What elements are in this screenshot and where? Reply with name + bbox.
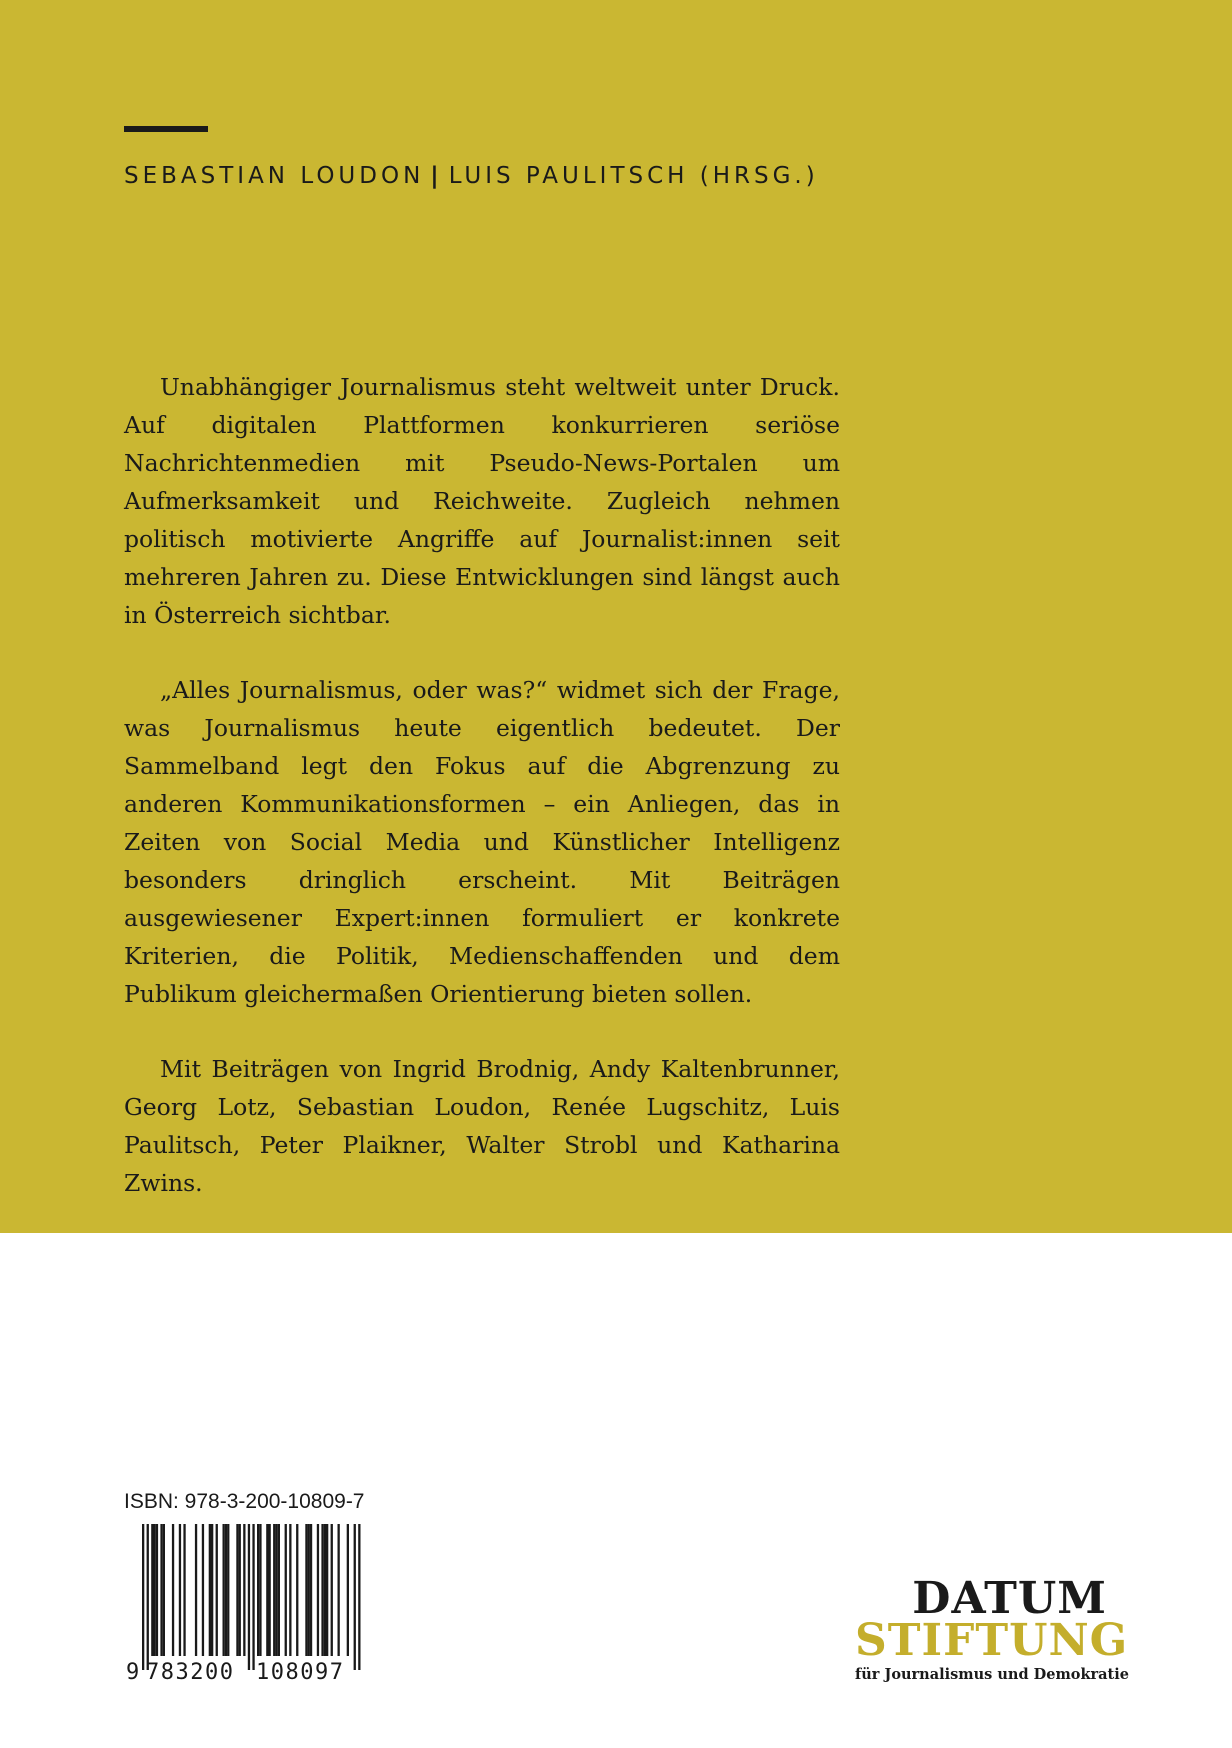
barcode-bar xyxy=(239,1524,241,1656)
logo-tagline: für Journalismus und Demokratie xyxy=(855,1666,1129,1683)
barcode-bar xyxy=(147,1524,149,1670)
barcode-bar xyxy=(151,1524,153,1656)
barcode-bar xyxy=(223,1524,225,1656)
barcode-bar xyxy=(358,1524,360,1670)
barcode-bar xyxy=(209,1524,211,1656)
barcode-bar xyxy=(338,1524,340,1656)
barcode-left-digits: 783200 xyxy=(146,1660,235,1684)
barcode-bar xyxy=(285,1524,287,1656)
barcode-bar xyxy=(227,1524,229,1656)
barcode-bar xyxy=(248,1524,250,1670)
barcode-bars xyxy=(142,1524,361,1670)
barcode-bar xyxy=(310,1524,312,1656)
barcode-bar xyxy=(266,1524,268,1656)
barcode-bar xyxy=(243,1524,245,1656)
barcode-bar xyxy=(326,1524,328,1656)
logo-line-datum: DATUM xyxy=(912,1573,1107,1624)
barcode-graphic xyxy=(124,1524,374,1684)
barcode-bar xyxy=(154,1524,156,1656)
barcode-bar xyxy=(321,1524,323,1656)
barcode xyxy=(124,1524,374,1684)
barcode-bar xyxy=(354,1524,356,1670)
header-rule xyxy=(124,126,208,132)
barcode-bar xyxy=(225,1524,227,1656)
barcode-bar xyxy=(183,1524,185,1656)
barcode-bar xyxy=(156,1524,158,1656)
barcode-bar xyxy=(202,1524,204,1656)
barcode-bar xyxy=(289,1524,291,1656)
barcode-bar xyxy=(308,1524,310,1656)
barcode-right-digits: 108097 xyxy=(256,1660,345,1684)
barcode-bar xyxy=(163,1524,165,1656)
barcode-bar xyxy=(211,1524,213,1656)
barcode-bar xyxy=(179,1524,181,1656)
barcode-bar xyxy=(305,1524,307,1656)
blurb-paragraph-3: Mit Beiträgen von Ingrid Brodnig, Andy Kaltenbrunner, Georg Lotz, Sebastian Loudon, Renée Lugschitz, Luis Paulitsch, Peter Plaikner, Walter Strobl und Katharina Zwins. xyxy=(124,1055,840,1197)
barcode-bar xyxy=(259,1524,261,1656)
barcode-bar xyxy=(324,1524,326,1656)
barcode-bar xyxy=(160,1524,162,1656)
barcode-bar xyxy=(317,1524,319,1656)
editor-2: LUIS PAULITSCH (HRSG.) xyxy=(448,163,819,189)
barcode-lead-digit: 9 xyxy=(126,1660,140,1684)
isbn-label: ISBN: 978-3-200-10809-7 xyxy=(124,1490,365,1513)
editor-1: SEBASTIAN LOUDON xyxy=(124,163,425,189)
blurb-paragraph-1: Unabhängiger Journalismus steht weltweit unter Druck. Auf digitalen Plattformen konkurrieren seriöse Nachrichtenmedien mit Pseudo-News-Portalen um Aufmerksamkeit und Reichweite. Zugleich nehmen politisch motivierte Angriffe auf Journalist:innen seit mehreren Jahren zu. Diese Entwicklungen sind längst auch in Österreich sichtbar. xyxy=(124,373,840,629)
blurb-text xyxy=(124,368,840,1239)
barcode-bar xyxy=(236,1524,238,1656)
barcode-bar xyxy=(275,1524,277,1656)
barcode-bar xyxy=(257,1524,259,1656)
barcode-bar xyxy=(347,1524,349,1656)
barcode-bar xyxy=(296,1524,298,1656)
barcode-bar xyxy=(273,1524,275,1656)
logo-line-stiftung: STIFTUNG xyxy=(855,1615,1129,1666)
barcode-bar xyxy=(331,1524,333,1656)
barcode-bar xyxy=(269,1524,271,1656)
barcode-bar xyxy=(278,1524,280,1656)
datum-stiftung-logo xyxy=(855,1573,1129,1683)
barcode-bar xyxy=(142,1524,144,1670)
blurb-paragraph-2: „Alles Journalismus, oder was?“ widmet sich der Frage, was Journalismus heute eigentlich bedeutet. Der Sammelband legt den Fokus auf die Abgrenzung zu anderen Kommunikationsformen – ein Anliegen, das in Zeiten von Social Media und Künstlicher Intelligenz besonders dringlich erscheint. Mit Beiträgen ausgewiesener Expert:innen formuliert er konkrete Kriterien, die Politik, Medienschaffenden und dem Publikum gleichermaßen Orientierung bieten sollen. xyxy=(124,676,840,1008)
editor-separator: | xyxy=(430,163,443,189)
editors-line xyxy=(124,163,819,189)
barcode-bar xyxy=(252,1524,254,1670)
barcode-bar xyxy=(195,1524,197,1656)
barcode-bar xyxy=(216,1524,218,1656)
barcode-bar xyxy=(172,1524,174,1656)
